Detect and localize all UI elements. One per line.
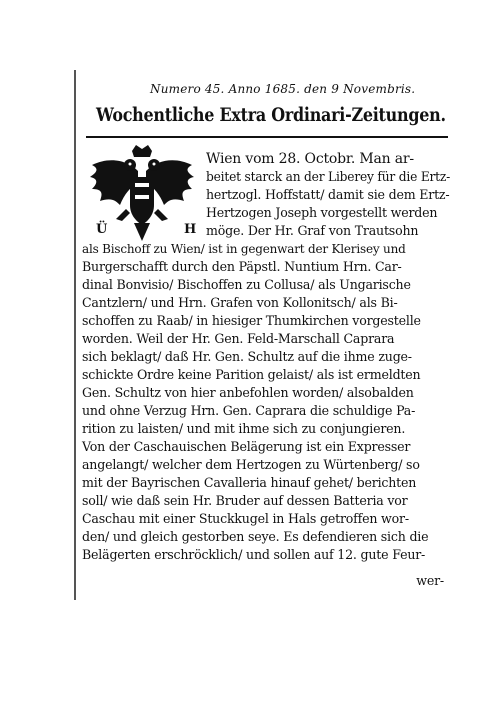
article-line: hertzogl. Hoffstatt/ damit sie dem Ertz- [206,187,450,202]
issue-masthead: Numero 45. Anno 1685. den 9 Novembris. [150,82,416,96]
article-line: worden. Weil der Hr. Gen. Feld-Marschall Caprara [82,331,395,346]
title-rule [86,136,448,138]
article-line: soll/ wie daß sein Hr. Bruder auf dessen Batteria vor [82,493,408,508]
article-line: beitet starck an der Liberey für die Ertz- [206,169,451,184]
article-line: rition zu laisten/ und mit ihme sich zu conjungieren. [82,421,406,436]
article-line: möge. Der Hr. Graf von Trautsohn [206,223,419,238]
article-line: Caschau mit einer Stuckkugel in Hals getroffen wor- [82,511,409,526]
article-line: Burgerschafft durch den Päpstl. Nuntium Hrn. Car- [82,259,402,274]
article-line: als Bischoff zu Wien/ ist in gegenwart der Klerisey und [82,242,406,256]
article-line: angelangt/ welcher dem Hertzogen zu Würtenberg/ so [82,457,420,472]
article-line: den/ und gleich gestorben seye. Es defendieren sich die [82,529,429,544]
article-line: Gen. Schultz von hier anbefohlen worden/ alsobalden [82,385,414,400]
article-line: und ohne Verzug Hrn. Gen. Caprara die schuldige Pa- [82,403,416,418]
article-line: Cantzlern/ und Hrn. Grafen von Kollonitsch/ als Bi- [82,295,398,310]
emblem-letter-right: H [184,222,197,237]
article-line: Hertzogen Joseph vorgestellt werden [206,205,438,220]
article-line: Belägerten erschröcklich/ und sollen auf 12. gute Feur- [82,547,426,562]
article-line: dinal Bonvisio/ Bischoffen zu Collusa/ als Ungarische [82,277,411,292]
article-line: schickte Ordre keine Parition gelaist/ als ist ermeldten [82,367,421,382]
article-line: Wien vom 28. Octobr. Man ar- [206,151,414,167]
newspaper-title: Wochentliche Extra Ordinari-Zeitungen. [96,104,446,126]
article-line: mit der Bayrischen Cavalleria hinauf gehet/ berichten [82,475,417,490]
article-line: schoffen zu Raab/ in hiesiger Thumkirchen vorgestelle [82,313,421,328]
article-line: sich beklagt/ daß Hr. Gen. Schultz auf die ihme zuge- [82,349,412,364]
emblem-letter-left: Ü [96,222,108,237]
article-line: Von der Caschauischen Belägerung ist ein Expresser [82,439,411,454]
catchword: wer- [416,573,444,588]
